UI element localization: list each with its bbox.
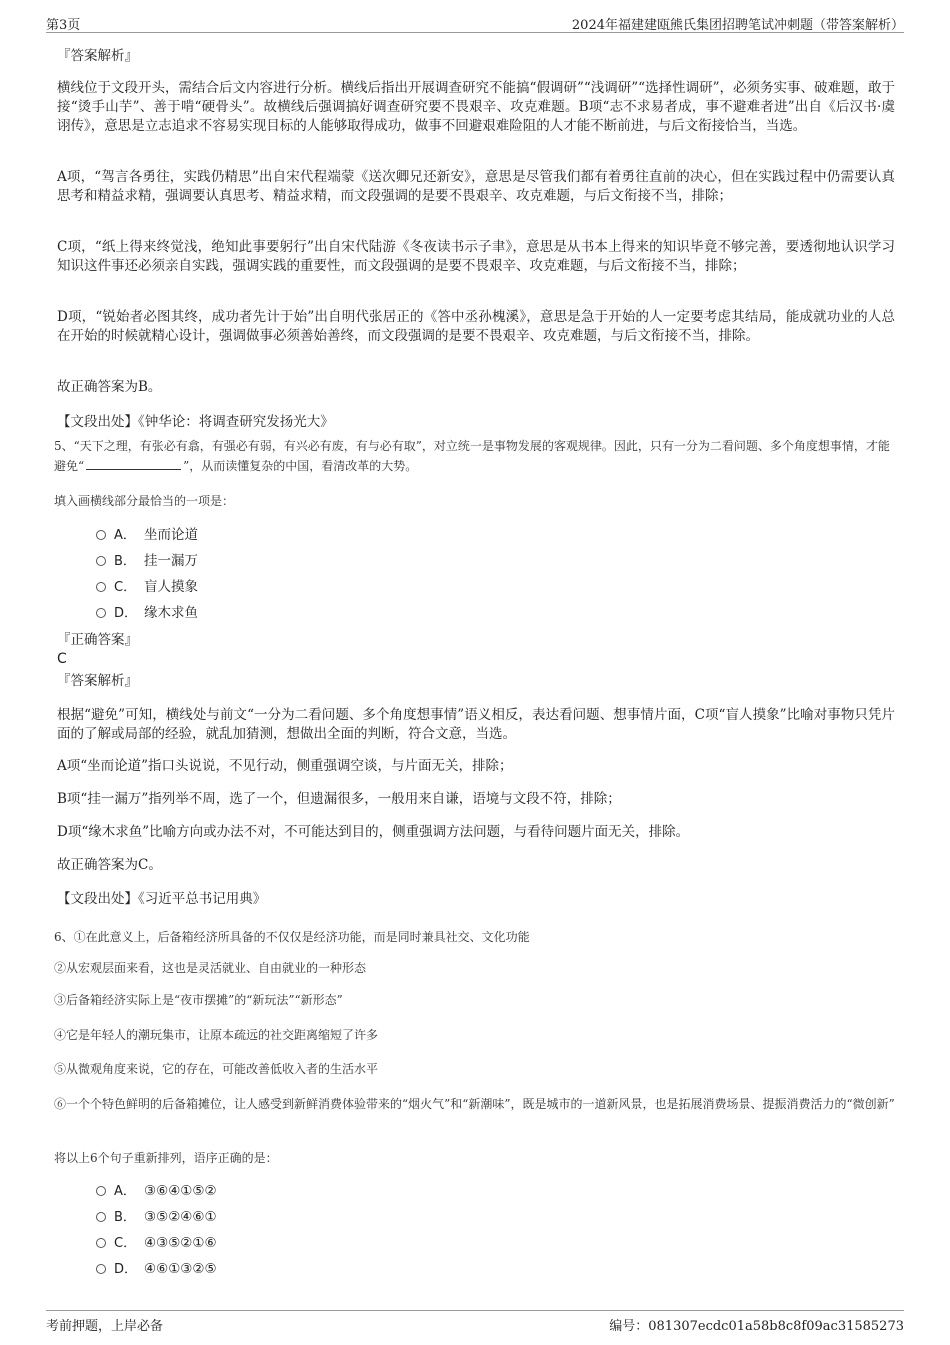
q5-option-d-analysis: D项“缘木求鱼”比喻方向或办法不对，不可能达到目的，侧重强调方法问题，与看待问题片面无关，排除。: [57, 824, 690, 840]
q6-sentence-2: ②从宏观层面来看，这也是灵活就业、自由就业的一种形态: [54, 961, 367, 975]
q5-stem-part2: ”，从而读懂复杂的中国，看清改革的大势。: [183, 459, 418, 473]
q4-source: 【文段出处】《钟华论：将调查研究发扬光大》: [57, 414, 334, 430]
page-header: [46, 12, 904, 33]
radio-icon[interactable]: [96, 1212, 106, 1222]
page-number: 第3页: [46, 18, 81, 33]
q5-option-a-analysis: A项“坐而论道”指口头说说，不见行动，侧重强调空谈，与片面无关，排除；: [57, 758, 513, 774]
radio-icon[interactable]: [96, 608, 106, 618]
q4-option-a-analysis: A项，“驾言各勇往，实践仍精思”出自宋代程端蒙《送次卿兄还新安》，意思是尽管我们都有着勇往直前的决心，但在实践过程中仍需要认真思考和精益求精，强调要认真思考、精益求精，而文段强调的是要不畏艰辛、攻克难题，与后文衔接不当，排除；: [57, 169, 895, 204]
q5-answer-label: 『正确答案』: [57, 632, 138, 648]
radio-icon[interactable]: [96, 1238, 106, 1248]
q5-option-b-analysis: B项“挂一漏万”指列举不周，选了一个，但遗漏很多，一般用来自谦，语境与文段不符，排除；: [57, 791, 621, 807]
footer-slogan: 考前押题，上岸必备: [46, 1319, 164, 1334]
radio-icon[interactable]: [96, 530, 106, 540]
q5-stem-part1: 5、“天下之理，有张必有翕，有强必有弱，有兴必有废，有与必有取”，对立统一是事物发展的客观规律。因此，只有一分为二看问题、多个角度想事情，才能避免“: [54, 439, 890, 473]
q4-option-d-analysis: D项，“锐始者必图其终，成功者先计于始”出自明代张居正的《答中丞孙槐溪》，意思是急于开始的人一定要考虑其结局，能成就功业的人总在开始的时候就精心设计，强调做事必须善始善终，而文段强调的是要不畏艰辛、攻克难题，与后文衔接不当，排除。: [57, 309, 895, 344]
radio-icon[interactable]: [96, 1186, 106, 1196]
radio-icon[interactable]: [96, 556, 106, 566]
q6-option-d[interactable]: D． ④⑥①③②⑤: [96, 1260, 217, 1279]
q6-sentence-5: ⑤从微观角度来说，它的存在，可能改善低收入者的生活水平: [54, 1062, 379, 1076]
q5-correct-answer: C: [57, 651, 67, 667]
q5-analysis-label: 『答案解析』: [57, 673, 138, 689]
q6-prompt: 将以上6个句子重新排列，语序正确的是：: [54, 1151, 278, 1165]
q5-source: 【文段出处】《习近平总书记用典》: [57, 891, 267, 907]
q6-option-a[interactable]: A． ③⑥④①⑤②: [96, 1182, 217, 1201]
document-title: 2024年福建建瓯熊氏集团招聘笔试冲刺题（带答案解析）: [571, 18, 904, 33]
document-code: 编号：081307ecdc01a58b8c8f09ac31585273: [609, 1319, 904, 1334]
q6-sentence-3: ③后备箱经济实际上是“夜市摆摊”的“新玩法”“新形态”: [54, 993, 343, 1007]
q6-sentence-1: 6、①在此意义上，后备箱经济所具备的不仅仅是经济功能，而是同时兼具社交、文化功能: [54, 930, 530, 944]
q5-stem: [54, 436, 898, 476]
q4-option-c-analysis: C项，“纸上得来终觉浅，绝知此事要躬行”出自宋代陆游《冬夜读书示子聿》，意思是从书本上得来的知识毕竟不够完善，要透彻地认识学习知识这件事还必须亲自实践，强调实践的重要性，而文段强调的是要不畏艰辛、攻克难题，与后文衔接不当，排除；: [57, 239, 895, 274]
q5-option-a[interactable]: A． 坐而论道: [96, 526, 198, 545]
q4-conclusion: 故正确答案为B。: [57, 379, 162, 395]
radio-icon[interactable]: [96, 1264, 106, 1274]
page-footer: [46, 1310, 904, 1333]
q5-option-c[interactable]: C． 盲人摸象: [96, 578, 198, 597]
q6-sentence-4: ④它是年轻人的潮玩集市，让原本疏远的社交距离缩短了许多: [54, 1028, 379, 1042]
q6-option-c[interactable]: C． ④③⑤②①⑥: [96, 1234, 217, 1253]
q6-option-b[interactable]: B． ③⑤②④⑥①: [96, 1208, 217, 1227]
q5-option-d[interactable]: D． 缘木求鱼: [96, 604, 198, 623]
q5-analysis-paragraph: 根据“避免”可知，横线处与前文“一分为二看问题、多个角度想事情”语义相反，表达看问题、想事情片面，C项“盲人摸象”比喻对事物只凭片面的了解或局部的经验，就乱加猜测，想做出全面的判断，符合文意，当选。: [57, 707, 895, 742]
q4-analysis-paragraph: 横线位于文段开头，需结合后文内容进行分析。横线后指出开展调查研究不能搞“假调研”“浅调研”“选择性调研”，必须务实事、破难题，敢于接“烫手山芋”、善于啃“硬骨头”。故横线后强调搞好调查研究要不畏艰辛、攻克难题。B项“志不求易者成，事不避难者进”出自《后汉书·虞诩传》，意思是立志追求不容易实现目标的人能够取得成功，做事不回避艰难险阻的人才能不断前进，与后文衔接恰当，当选。: [57, 80, 895, 134]
radio-icon[interactable]: [96, 582, 106, 592]
q5-option-b[interactable]: B． 挂一漏万: [96, 552, 198, 571]
q4-analysis-label: 『答案解析』: [57, 48, 138, 64]
q6-sentence-6: ⑥一个个特色鲜明的后备箱摊位，让人感受到新鲜消费体验带来的“烟火气”和“新潮味”，既是城市的一道新风景，也是拓展消费场景、提振消费活力的“微创新”: [54, 1097, 895, 1111]
q5-conclusion: 故正确答案为C。: [57, 857, 162, 873]
q5-blank-line: [86, 457, 181, 470]
q5-prompt: 填入画横线部分最恰当的一项是：: [54, 494, 235, 508]
